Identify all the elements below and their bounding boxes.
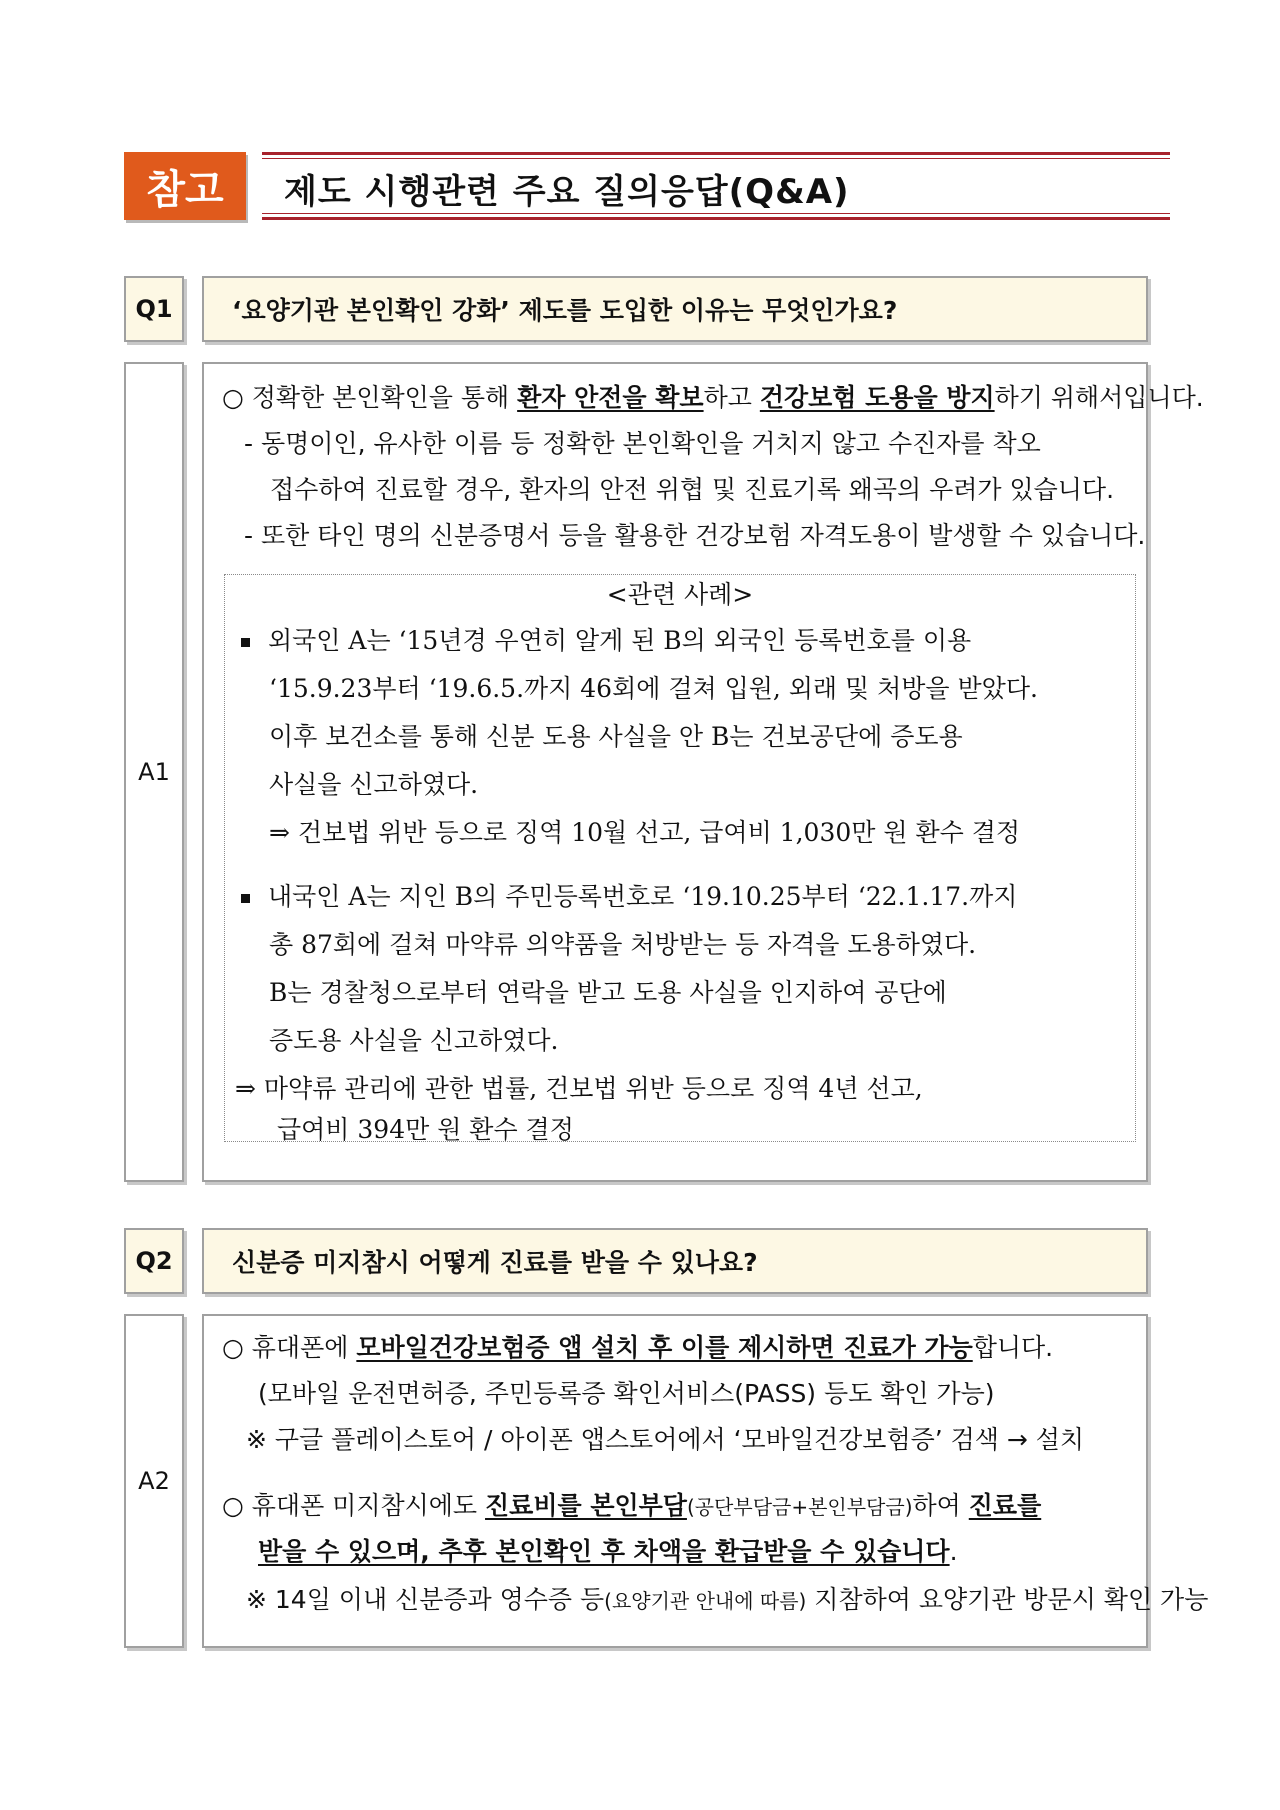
case1-line3: 이후 보건소를 통해 신분 도용 사실을 안 B는 건보공단에 증도용 [269,722,963,751]
a1-main-underline-1: 환자 안전을 확보 [517,383,704,412]
q2-question: 신분증 미지참시 어떻게 진료를 받을 수 있나요? [202,1228,1148,1294]
case2-line2: 총 87회에 걸쳐 마약류 의약품을 처방받는 등 자격을 도용하였다. [269,930,977,959]
a2-p2-note-small: (요양기관 안내에 따름) [604,1589,807,1613]
case1-text-1: 외국인 A는 ‘15년경 우연히 알게 된 B의 외국인 등록번호를 이용 [268,626,972,655]
square-bullet-icon [241,894,250,903]
a1-main-underline-2: 건강보험 도용을 방지 [759,383,995,412]
a1-main-point [222,382,1204,414]
q1-question: ‘요양기관 본인확인 강화’ 제도를 도입한 이유는 무엇인가요? [202,276,1148,342]
a1-sub1-line2: 접수하여 진료할 경우, 환자의 안전 위협 및 진료기록 왜곡의 우려가 있습니다. [270,475,1115,504]
title-rule-bottom-thin [262,213,1170,214]
case2-line3: B는 경찰청으로부터 연락을 받고 도용 사실을 인지하여 공단에 [269,978,947,1007]
bullet-circle-icon: ○ [222,1491,244,1520]
title-rule-bottom [262,217,1170,220]
case1-result: ⇒ 건보법 위반 등으로 징역 10월 선고, 급여비 1,030만 원 환수 결정 [269,818,1020,847]
a2-point2-line1 [222,1490,1041,1523]
case2-result-line2: 급여비 394만 원 환수 결정 [277,1115,574,1144]
a2-p2-mid: 하여 [912,1491,969,1520]
q1-label: Q1 [124,276,184,342]
a1-main-pre: 정확한 본인확인을 통해 [251,383,518,412]
bullet-circle-icon: ○ [222,383,244,412]
a1-main-mid: 하고 [703,383,760,412]
page-title-block [262,152,1170,220]
q2-label: Q2 [124,1228,184,1294]
a2-p2-underline-2: 진료를 [968,1491,1042,1520]
a2-p2-line2-post: . [949,1537,958,1566]
case2-text-1: 내국인 A는 지인 B의 주민등록번호로 ‘19.10.25부터 ‘22.1.17.까지 [268,882,1018,911]
case2-line4: 증도용 사실을 신고하였다. [269,1026,559,1055]
a2-p2-note-post: 지참하여 요양기관 방문시 확인 가능 [806,1585,1209,1614]
title-rule-top [262,152,1170,155]
a2-p2-line2-underline: 받을 수 있으며, 추후 본인확인 후 차액을 환급받을 수 있습니다 [258,1537,950,1566]
a2-point1-line2: (모바일 운전면허증, 주민등록증 확인서비스(PASS) 등도 확인 가능) [258,1379,995,1408]
a2-p1-underline: 모바일건강보험증 앱 설치 후 이를 제시하면 진료가 가능 [356,1333,973,1362]
a2-point1-note: ※ 구글 플레이스토어 / 아이폰 앱스토어에서 ‘모바일건강보험증’ 검색 → 설치 [246,1425,1085,1454]
case2-result-line1: ⇒ 마약류 관리에 관한 법률, 건보법 위반 등으로 징역 4년 선고, [235,1074,923,1103]
case1-line2: ‘15.9.23부터 ‘19.6.5.까지 46회에 걸쳐 입원, 외래 및 처방을 받았다. [269,674,1038,703]
a2-point2-note [246,1584,1208,1617]
a2-p2-small: (공단부담금+본인부담금) [686,1495,913,1519]
reference-tag: 참고 [124,152,246,220]
case2-line1 [241,881,1017,913]
a1-sub2: - 또한 타인 명의 신분증명서 등을 활용한 건강보험 자격도용이 발생할 수 있습니다. [244,521,1146,550]
a2-p1-post: 합니다. [972,1333,1054,1362]
a2-p1-pre: 휴대폰에 [251,1333,357,1362]
a2-p2-pre: 휴대폰 미지참시에도 [251,1491,486,1520]
a1-label: A1 [124,362,184,1182]
bullet-circle-icon: ○ [222,1333,244,1362]
cases-title: <관련 사례> [606,580,754,609]
case1-line1 [241,625,971,657]
title-rule-top-thin [262,158,1170,159]
a2-label: A2 [124,1314,184,1648]
page-title: 제도 시행관련 주요 질의응답(Q&A) [284,172,850,212]
a2-point1-line1 [222,1332,1053,1364]
a1-sub1-line1: - 동명이인, 유사한 이름 등 정확한 본인확인을 거치지 않고 수진자를 착오 [244,429,1041,458]
a2-point2-line2 [258,1536,958,1568]
related-cases-box [224,574,1136,1142]
square-bullet-icon [241,638,250,647]
a2-p2-underline-1: 진료비를 본인부담 [485,1491,687,1520]
a2-p2-note-pre: ※ 14일 이내 신분증과 영수증 등 [246,1585,605,1614]
case1-line4: 사실을 신고하였다. [269,770,479,799]
a1-main-post: 하기 위해서입니다. [994,383,1204,412]
